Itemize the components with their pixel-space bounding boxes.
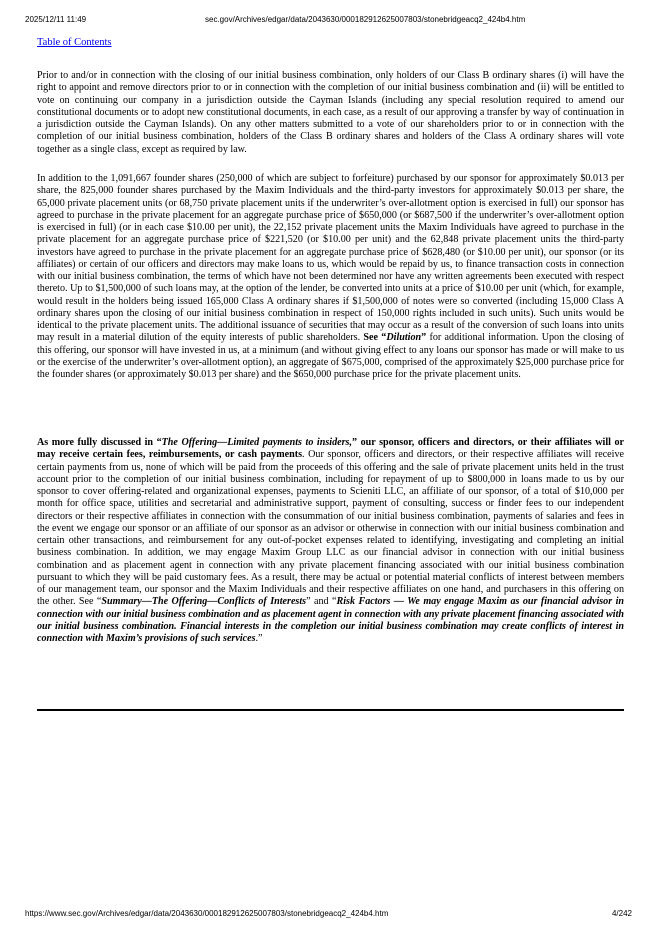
paragraph-text: Prior to and/or in connection with the closing of our initial business combination, only holders of our Class B ordinary shares (i) will have the right to appoint and remove directors prior to or in connection with the completion of our initial business combination and (ii) will be entitled to vote on continuing our company in a jurisdiction outside the Cayman Islands (including any special resolution required to amend our constitutional documents or to adopt new constitutional documents, in each case, as a result of our approving a transfer by way of continuation in a jurisdiction outside the Cayman Islands). On any other matters submitted to a vote of our shareholders prior to or in connection with the completion of our initial business combination, holders of the Class B ordinary shares and holders of the Class A ordinary shares will vote together as a single class, except as required by law. — [37, 70, 624, 155]
print-header-url: sec.gov/Archives/edgar/data/2043630/000182912625007803/stonebridgeacq2_424b4.htm — [205, 15, 526, 24]
conflicts-reference: Summary—The Offering—Conflicts of Interests — [101, 596, 307, 608]
text-segment: As more fully discussed in “ — [37, 437, 162, 448]
text-segment: for additional information. Upon the closing of this offering, our sponsor will have invested in us, at a minimum (and without giving effect to any loans our sponsor has made or will make to us or the exercise of the underwriter’s over-allotment option), an aggregate of $675,000, comprised of the approximately $25,000 purchase price for the founder shares (or approximately $0.013 per share) and the $650,000 purchase price for the private placement units. — [37, 332, 624, 380]
paragraph-class-b-rights — [37, 70, 624, 156]
text-segment: ” our sponsor, officers and directors, or their affiliates will or may receive certain fees, reimbursements, or cash payments — [37, 437, 624, 461]
text-segment: See “ — [363, 332, 387, 344]
page-number: 4/242 — [611, 909, 632, 918]
text-segment: . Our sponsor, officers and directors, or their respective affiliates will receive certain payments from us, none of which will be paid from the proceeds of this offering and the sale of private placement units held in the trust account prior to the completion of our initial business combination, including for repayment of up to $800,000 in loans made to us by our sponsor to cover offering-related and organizational expenses, payments to Scieniti LLC, an affiliate of our sponsor, of a total of $10,000 per month for office space, utilities and secretarial and administrative support, payment of consulting, success or finder fees to our independent directors or their respective affiliates in connection with the consummation of our initial business combination, payments of salaries and fees in the event we engage our sponsor or an affiliate of our sponsor as an advisor or otherwise in connection with our initial business combination and certain other transactions, and reimbursement for any out-of-pocket expenses related to identifying, investigating and completing an initial business combination. In addition, we may engage Maxim Group LLC as our financial advisor in connection with our initial business combination and as placement agent in connection with any private placement financing associated with our initial business combination pursuant to which they will be paid customary fees. As a result, there may be actual or potential material conflicts of interest between members of our management team, our sponsor and the Maxim Individuals and their respective affiliates on one hand, and purchasers in this offering on the other. See “ — [37, 449, 624, 608]
dilution-reference: Dilution — [386, 332, 422, 344]
paragraph-insider-payments — [37, 437, 624, 645]
paragraph-text — [37, 437, 624, 645]
text-segment: ” and “ — [306, 596, 337, 608]
risk-factors-reference: Risk Factors — We may engage Maxim as our financial advisor in connection with our initial business combination and as placement agent in connection with any private placement financing associated with our initial business combination. Financial interests in the completion our initial business combination may create conflicts of interest in connection with Maxim’s provisions of such services — [37, 596, 625, 644]
text-segment: .” — [255, 633, 263, 644]
offering-reference: The Offering—Limited payments to insiders, — [161, 437, 352, 448]
print-footer-url: https://www.sec.gov/Archives/edgar/data/2043630/000182912625007803/stonebridgeacq2_424b4.htm — [25, 909, 389, 918]
text-segment: ” — [421, 332, 427, 344]
text-segment: In addition to the 1,091,667 founder shares (250,000 of which are subject to forfeiture) purchased by our sponsor for approximately $0.013 per share, the 825,000 founder shares purchased by the Maxim Individuals and the third-party investors for approximately $0.013 per share, the 65,000 private placement units (or 68,750 private placement units if the underwriter’s over-allotment option is exercised in full) our sponsor has agreed to purchase in the private placement for an aggregate purchase price of $650,000 (or $687,500 if the underwriter’s over-allotment option is exercised in full) (or in each case $10.00 per unit), the 22,152 private placement units the Maxim Individuals have agreed to purchase in the private placement for an aggregate purchase price of $221,520 (or $10.00 per unit) and the 62,848 private placement units the third-party investors have agreed to purchase in the private placement for an aggregate purchase price of $628,480 (or $10.00 per unit), our sponsor (or its affiliates) or certain of our officers and directors may make loans to us, which would be repaid by us, to finance transaction costs in connection with our initial business combination, the terms of which have not been determined nor have any written agreements been executed with respect thereto. Up to $1,500,000 of such loans may, at the option of the lender, be converted into units at a price of $10.00 per unit (which, for example, would result in the holders being issued 165,000 Class A ordinary shares if $1,500,000 of notes were so converted (including 15,000 Class A ordinary shares upon the closing of our initial business combination in respect of 150,000 rights included in such units). Such units would be identical to the private placement units. The additional issuance of securities that may occur as a result of the conversion of such loans into units may result in a material dilution of the equity interests of public shareholders. — [37, 173, 624, 344]
print-timestamp: 2025/12/11 11:49 — [25, 15, 87, 24]
page-divider — [37, 709, 624, 711]
paragraph-text — [37, 173, 624, 381]
table-of-contents-link[interactable]: Table of Contents — [37, 37, 112, 48]
paragraph-founder-shares — [37, 173, 624, 381]
